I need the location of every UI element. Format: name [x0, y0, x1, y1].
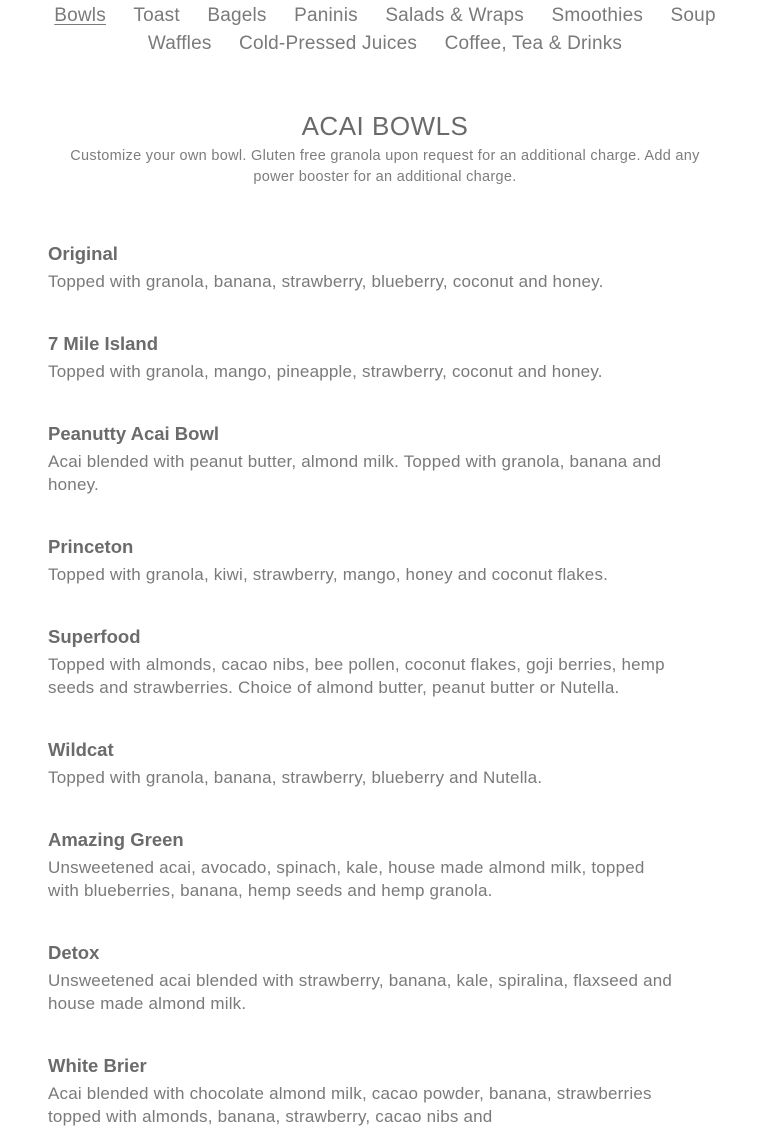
menu-item [48, 331, 678, 383]
category-nav [0, 0, 770, 58]
section-title: ACAI BOWLS [301, 111, 469, 141]
nav-link-bowls[interactable]: Bowls [54, 5, 106, 26]
menu-item-name: Wildcat [48, 739, 114, 760]
menu-item [48, 421, 678, 496]
section-header [0, 110, 770, 188]
menu-item-name: Original [48, 243, 118, 264]
menu-item-name: Princeton [48, 536, 134, 557]
menu-item-description: Topped with granola, mango, pineapple, strawberry, coconut and honey. [48, 362, 603, 381]
nav-link-paninis[interactable]: Paninis [294, 5, 358, 26]
category-nav-row-2 [0, 30, 770, 58]
nav-link-salads-wraps[interactable]: Salads & Wraps [385, 5, 524, 26]
menu-item-name: Superfood [48, 626, 141, 647]
nav-link-waffles[interactable]: Waffles [147, 33, 212, 54]
menu-item [48, 1053, 678, 1128]
menu-item-description: Acai blended with chocolate almond milk, cacao powder, banana, strawberries topped with almonds, banana, strawberry, cacao nibs and [48, 1084, 652, 1126]
section-description: Customize your own bowl. Gluten free granola upon request for an additional charge. Add any power booster for an additional charge. [70, 148, 700, 185]
nav-link-smoothies[interactable]: Smoothies [551, 5, 644, 26]
menu-item-description: Topped with granola, kiwi, strawberry, mango, honey and coconut flakes. [48, 565, 609, 584]
nav-link-bagels[interactable]: Bagels [207, 5, 267, 26]
menu-item-name: Detox [48, 942, 100, 963]
menu-item-description: Topped with granola, banana, strawberry, blueberry, coconut and honey. [48, 272, 604, 291]
menu-item-name: 7 Mile Island [48, 333, 159, 354]
menu-item [48, 940, 678, 1015]
menu-item [48, 827, 678, 902]
menu-item-description: Topped with granola, banana, strawberry, blueberry and Nutella. [48, 768, 543, 787]
nav-link-soup[interactable]: Soup [670, 5, 716, 26]
menu-item [48, 241, 678, 293]
nav-link-toast[interactable]: Toast [133, 5, 180, 26]
nav-link-coffee-tea-drinks[interactable]: Coffee, Tea & Drinks [444, 33, 623, 54]
menu-item-description: Topped with almonds, cacao nibs, bee pollen, coconut flakes, goji berries, hemp seeds and strawberries. Choice of almond butter, peanut butter or Nutella. [48, 655, 665, 697]
menu-item-name: White Brier [48, 1055, 147, 1076]
menu-item-description: Acai blended with peanut butter, almond milk. Topped with granola, banana and honey. [48, 452, 662, 494]
menu-item-description: Unsweetened acai, avocado, spinach, kale, house made almond milk, topped with blueberries, banana, hemp seeds and hemp granola. [48, 858, 645, 900]
menu-item-name: Peanutty Acai Bowl [48, 423, 219, 444]
menu-item [48, 737, 678, 789]
menu-item-description: Unsweetened acai blended with strawberry, banana, kale, spiralina, flaxseed and house made almond milk. [48, 971, 673, 1013]
nav-link-cold-pressed-juices[interactable]: Cold-Pressed Juices [239, 33, 418, 54]
menu-items-list [0, 241, 678, 1128]
category-nav-row-1 [0, 2, 770, 30]
menu-item [48, 534, 678, 586]
menu-item-name: Amazing Green [48, 829, 184, 850]
menu-item [48, 624, 678, 699]
